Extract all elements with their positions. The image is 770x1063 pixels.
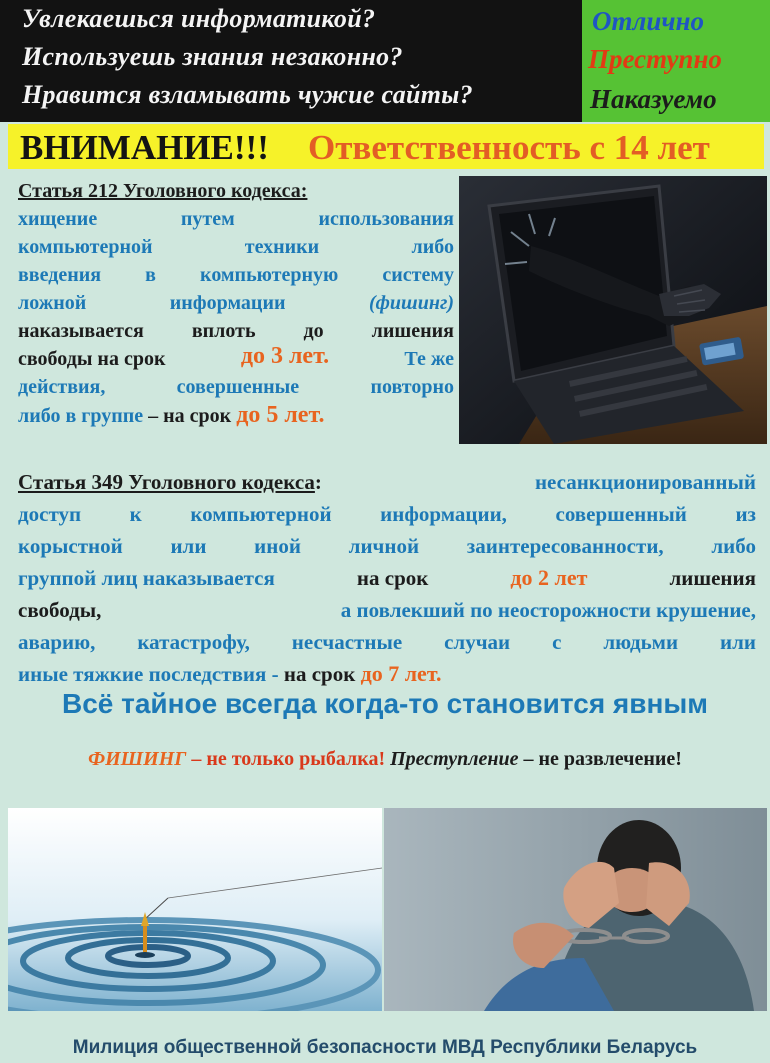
article-212-line-6 bbox=[18, 345, 454, 373]
text: а повлекший по неосторожности крушение, bbox=[340, 598, 756, 622]
slogan: Всё тайное всегда когда-то становится явным bbox=[61, 688, 709, 719]
article-349-line-6: аварию, катастрофу, несчастные случаи с людьми или bbox=[18, 630, 756, 654]
text: на срок bbox=[356, 566, 429, 590]
word-punishable: Наказуемо bbox=[590, 84, 717, 114]
article-212-line-7 bbox=[18, 373, 454, 401]
term-2-years: до 2 лет bbox=[510, 565, 588, 590]
article-349-title: Статья 349 Уголовного кодекса bbox=[18, 470, 315, 494]
word: компьютерной bbox=[18, 236, 153, 258]
word: действия, bbox=[18, 376, 106, 398]
article-212-line-5: наказывается вплоть до лишения bbox=[18, 320, 454, 342]
text: иные тяжкие последствия - bbox=[18, 662, 284, 686]
article-212-line-8 bbox=[18, 401, 454, 430]
word: совершенные bbox=[176, 376, 300, 398]
term-5-years: до 5 лет. bbox=[236, 402, 325, 428]
article-349-line-2: доступ к компьютерной информации, совершенный из bbox=[18, 502, 756, 526]
term-3-years: до 3 лет. bbox=[240, 343, 330, 369]
article-349 bbox=[18, 466, 756, 690]
article-212-line-2 bbox=[18, 233, 454, 261]
question-1: Увлекаешься информатикой? bbox=[22, 4, 376, 33]
crime-word: Преступление bbox=[390, 748, 519, 770]
text: свободы, bbox=[18, 598, 102, 622]
text: Те же bbox=[404, 348, 454, 370]
footer bbox=[0, 1015, 770, 1063]
word: использования bbox=[318, 208, 454, 230]
attention-text: Ответственность с 14 лет bbox=[308, 128, 710, 167]
article-349-line-4 bbox=[18, 562, 756, 594]
phishing-line bbox=[0, 748, 770, 771]
word-phishing: (фишинг) bbox=[368, 292, 454, 314]
header-words bbox=[582, 0, 770, 122]
article-212 bbox=[18, 177, 454, 430]
article-349-line-5 bbox=[18, 594, 756, 626]
article-212-line-4 bbox=[18, 289, 454, 317]
attention-banner bbox=[8, 124, 764, 169]
text: лишения bbox=[669, 566, 756, 590]
word-criminal: Преступно bbox=[588, 44, 722, 74]
article-349-line-1 bbox=[18, 466, 756, 498]
arrested-teen-photo bbox=[384, 808, 767, 1011]
article-349-line-7 bbox=[18, 658, 756, 690]
text: – не только рыбалка! bbox=[186, 748, 391, 770]
article-349-line-3: корыстной или иной личной заинтересованности, либо bbox=[18, 534, 756, 558]
text: либо в группе bbox=[18, 405, 144, 427]
word-excellent: Отлично bbox=[592, 6, 705, 36]
word: хищение bbox=[18, 208, 98, 230]
fishing-float-photo bbox=[8, 808, 382, 1011]
article-212-title: Статья 212 Уголовного кодекса: bbox=[18, 180, 308, 202]
text: свободы на срок bbox=[18, 348, 166, 370]
colon: : bbox=[314, 470, 322, 494]
text: – на срок bbox=[143, 405, 237, 427]
text: несанкционированный bbox=[534, 470, 756, 494]
article-212-line-1 bbox=[18, 205, 454, 233]
word: информации bbox=[169, 292, 286, 314]
text: группой лиц наказывается bbox=[18, 566, 275, 590]
hacker-photo bbox=[459, 176, 767, 444]
text: на срок bbox=[283, 662, 361, 686]
word: ложной bbox=[18, 292, 87, 314]
footer-text: Милиция общественной безопасности МВД Республики Беларусь bbox=[72, 1037, 698, 1058]
word: повторно bbox=[370, 376, 454, 398]
attention-label: ВНИМАНИЕ!!! bbox=[20, 128, 269, 167]
word: либо bbox=[411, 236, 454, 258]
text: – не развлечение! bbox=[518, 748, 682, 770]
question-3: Нравится взламывать чужие сайты? bbox=[22, 80, 473, 109]
question-2: Используешь знания незаконно? bbox=[22, 42, 403, 71]
article-212-line-3: введения в компьютерную систему bbox=[18, 264, 454, 286]
term-7-years: до 7 лет. bbox=[360, 661, 442, 686]
phishing-word: ФИШИНГ bbox=[88, 748, 187, 770]
word: техники bbox=[244, 236, 320, 258]
word: путем bbox=[180, 208, 235, 230]
header-questions bbox=[0, 0, 582, 122]
